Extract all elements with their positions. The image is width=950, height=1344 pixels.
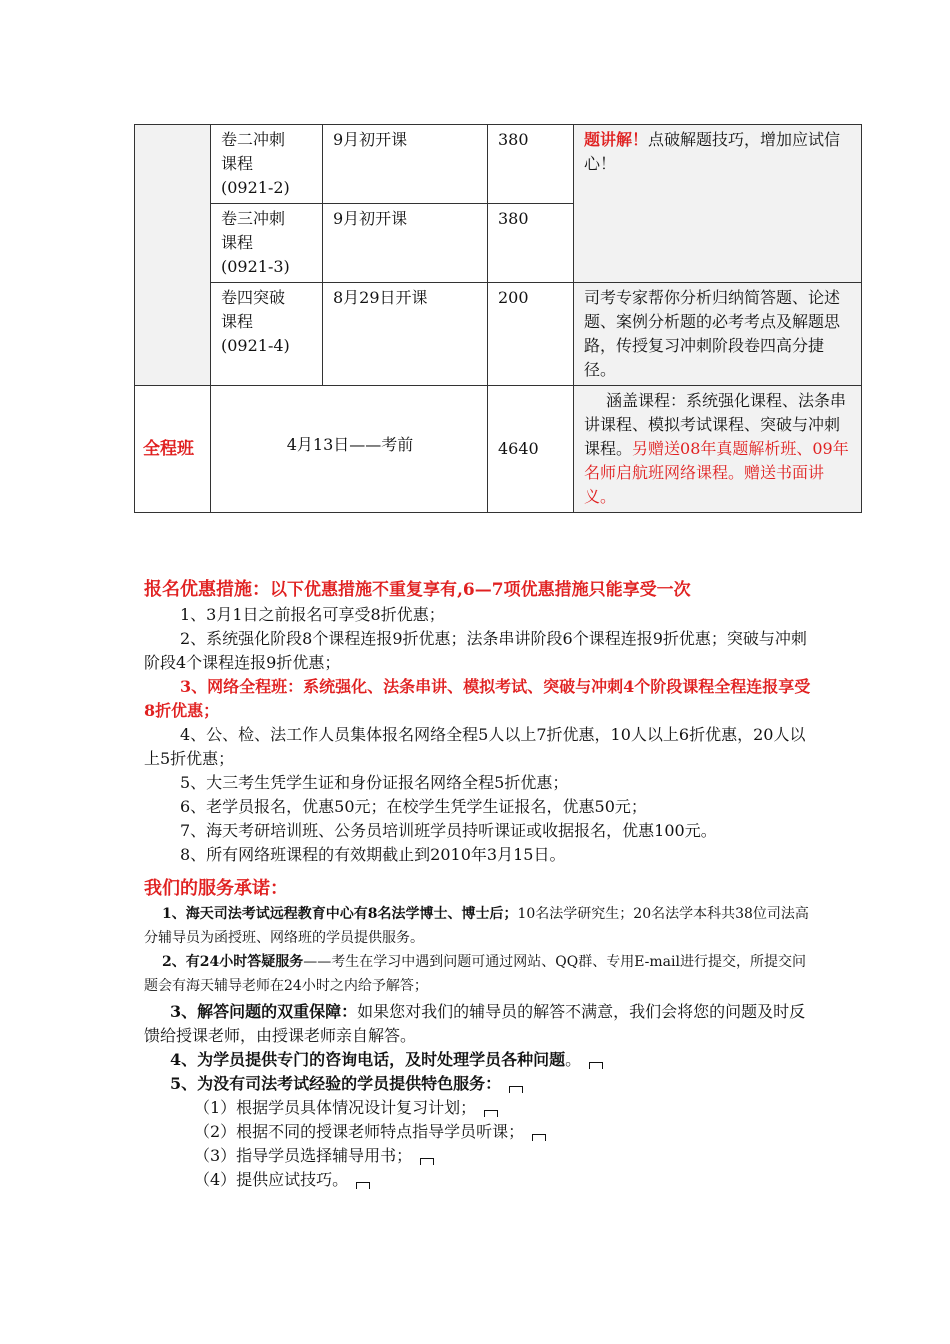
course-note: 司考专家帮你分析归纳简答题、论述题、案例分析题的必考考点及解题思路，传授复习冲刺阶段卷四高分捷径。 bbox=[574, 283, 862, 386]
discount-item: 7、海天考研培训班、公务员培训班学员持听课证或收据报名，优惠100元。 bbox=[180, 821, 717, 840]
course-note: 题讲解！点破解题技巧，增加应试信心！ bbox=[574, 125, 862, 283]
discount-heading: 报名优惠措施：以下优惠措施不重复享有,6—7项优惠措施只能享受一次 bbox=[144, 579, 691, 600]
full-class-date: 4月13日——考前 bbox=[211, 386, 488, 513]
course-price: 380 bbox=[488, 125, 574, 204]
discount-section bbox=[144, 577, 814, 867]
service-item: 3、解答问题的双重保障：如果您对我们的辅导员的解答不满意，我们会将您的问题及时反馈给授课老师，由授课老师亲自解答。 bbox=[144, 1002, 806, 1045]
course-date: 8月29日开课 bbox=[323, 283, 488, 386]
group-cell bbox=[135, 125, 211, 386]
discount-item-highlight: 3、网络全程班：系统强化、法条串讲、模拟考试、突破与冲刺4个阶段课程全程连报享受8折优惠； bbox=[144, 677, 811, 720]
discount-item: 4、公、检、法工作人员集体报名网络全程5人以上7折优惠，10人以上6折优惠，20人以上5折优惠； bbox=[144, 725, 806, 768]
service-heading: 我们的服务承诺： bbox=[144, 878, 288, 899]
full-class-price: 4640 bbox=[488, 386, 574, 513]
paragraph-mark-icon bbox=[532, 1134, 546, 1141]
service-subitem: （1）根据学员具体情况设计复习计划； bbox=[144, 1096, 814, 1120]
course-price: 200 bbox=[488, 283, 574, 386]
service-section bbox=[144, 876, 814, 1192]
full-class-label: 全程班 bbox=[135, 386, 211, 513]
paragraph-mark-icon bbox=[356, 1182, 370, 1189]
paragraph-mark-icon bbox=[589, 1062, 603, 1069]
service-item: 1、海天司法考试远程教育中心有8名法学博士、博士后；10名法学研究生；20名法学本科共38位司法高分辅导员为函授班、网络班的学员提供服务。 bbox=[144, 906, 809, 946]
discount-item: 6、老学员报名，优惠50元；在校学生凭学生证报名，优惠50元； bbox=[180, 797, 647, 816]
course-date: 9月初开课 bbox=[323, 125, 488, 204]
service-item: 5、为没有司法考试经验的学员提供特色服务： bbox=[144, 1072, 814, 1096]
course-date: 9月初开课 bbox=[323, 204, 488, 283]
course-price: 380 bbox=[488, 204, 574, 283]
full-class-desc: 涵盖课程：系统强化课程、法条串讲课程、模拟考试课程、突破与冲刺课程。另赠送08年真题解析班、09年名师启航班网络课程。赠送书面讲义。 bbox=[574, 386, 862, 513]
course-name: 卷三冲刺 课程 (0921-3) bbox=[211, 204, 323, 283]
service-subitem: （4）提供应试技巧。 bbox=[144, 1168, 814, 1192]
paragraph-mark-icon bbox=[420, 1158, 434, 1165]
course-name: 卷二冲刺 课程 (0921-2) bbox=[211, 125, 323, 204]
discount-item: 5、大三考生凭学生证和身份证报名网络全程5折优惠； bbox=[180, 773, 569, 792]
discount-item: 2、系统强化阶段8个课程连报9折优惠；法条串讲阶段6个课程连报9折优惠；突破与冲刺阶段4个课程连报9折优惠； bbox=[144, 629, 807, 672]
service-subitem: （3）指导学员选择辅导用书； bbox=[144, 1144, 814, 1168]
course-table bbox=[134, 124, 862, 513]
discount-item: 1、3月1日之前报名可享受8折优惠； bbox=[180, 605, 445, 624]
paragraph-mark-icon bbox=[509, 1086, 523, 1093]
course-name: 卷四突破 课程 (0921-4) bbox=[211, 283, 323, 386]
service-item: 4、为学员提供专门的咨询电话，及时处理学员各种问题。 bbox=[144, 1048, 814, 1072]
discount-item: 8、所有网络班课程的有效期截止到2010年3月15日。 bbox=[180, 845, 566, 864]
service-subitem: （2）根据不同的授课老师特点指导学员听课； bbox=[144, 1120, 814, 1144]
service-item: 2、有24小时答疑服务——考生在学习中遇到问题可通过网站、QQ群、专用E-mail进行提交，所提交问题会有海天辅导老师在24小时之内给予解答； bbox=[144, 954, 806, 994]
paragraph-mark-icon bbox=[484, 1110, 498, 1117]
